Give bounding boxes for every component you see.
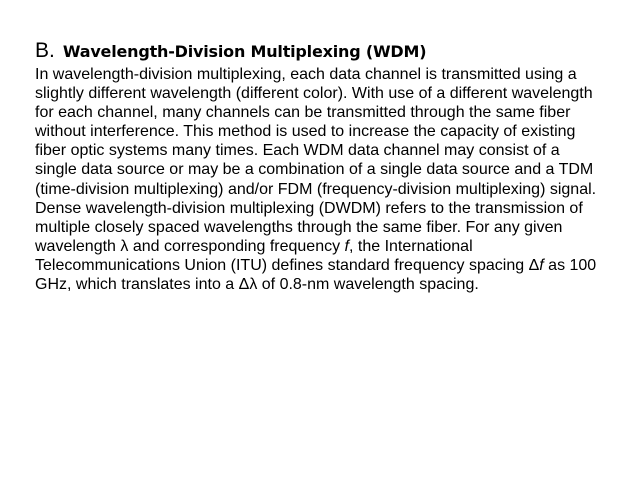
body-paragraph: [35, 65, 615, 294]
body-line: single data source or may be a combination of a single data source and a TDM: [35, 161, 594, 179]
body-line-text: as 100: [543, 256, 597, 274]
body-line: In wavelength-division multiplexing, each data channel is transmitted using a: [35, 66, 577, 83]
frequency-symbol: f: [344, 237, 349, 255]
body-line: slightly different wavelength (different color). With use of a different wavelength: [35, 85, 593, 103]
body-line: fiber optic systems many times. Each WDM data channel may consist of a: [35, 142, 560, 160]
body-line: without interference. This method is used to increase the capacity of existing: [35, 123, 576, 141]
body-line: Dense wavelength-division multiplexing (DWDM) refers to the transmission of: [35, 199, 583, 217]
body-line-text: , the International: [348, 237, 473, 255]
body-line-text: Telecommunications Union (ITU) defines standard frequency spacing Δ: [35, 256, 540, 274]
body-line-text: wavelength λ and corresponding frequency: [35, 237, 345, 255]
body-line: multiple closely spaced wavelengths through the same fiber. For any given: [35, 218, 563, 236]
frequency-symbol: f: [539, 256, 544, 274]
body-line: GHz, which translates into a Δλ of 0.8-nm wavelength spacing.: [35, 276, 479, 294]
body-line: [35, 237, 615, 256]
section-title: Wavelength-Division Multiplexing (WDM): [62, 42, 427, 61]
slide-heading: [35, 34, 426, 64]
section-letter: B.: [35, 39, 55, 62]
body-line: [35, 256, 615, 275]
body-line: for each channel, many channels can be transmitted through the same fiber: [35, 104, 571, 122]
body-line: (time-division multiplexing) and/or FDM (frequency-division multiplexing) signal.: [35, 180, 597, 198]
